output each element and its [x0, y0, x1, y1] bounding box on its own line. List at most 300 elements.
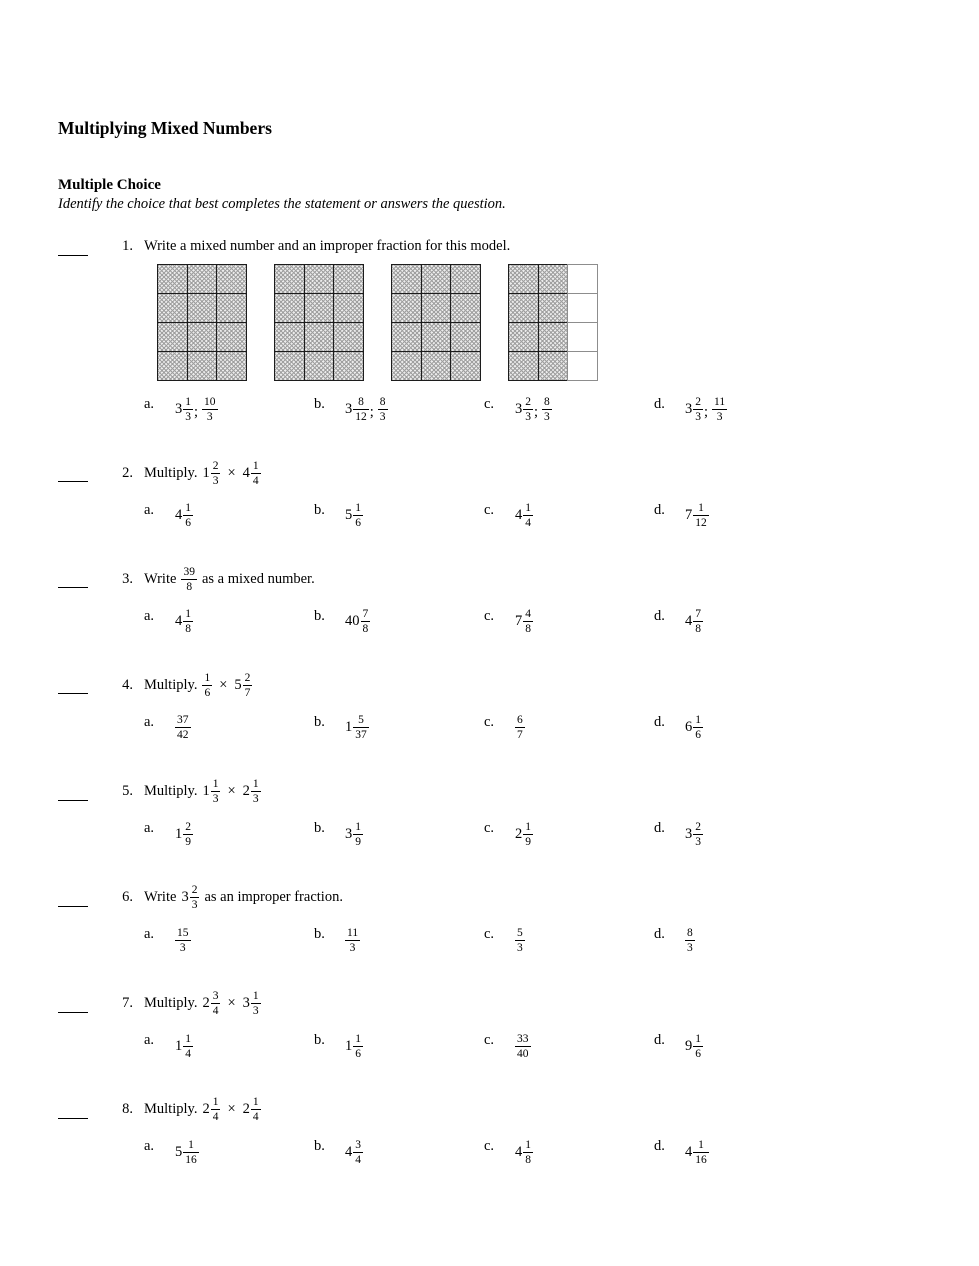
fraction-numerator: 1	[185, 1032, 191, 1045]
fraction	[693, 714, 703, 741]
grid-cell	[274, 264, 305, 295]
fraction-denominator: 8	[695, 623, 701, 636]
fraction-denominator: 3	[379, 411, 386, 424]
fraction	[693, 502, 709, 529]
mixed-number	[345, 396, 369, 423]
mixed-number	[181, 884, 199, 911]
fraction-denominator: 4	[252, 1111, 259, 1124]
fraction-numerator: 11	[714, 396, 726, 409]
fraction	[181, 566, 197, 593]
grid-cell	[508, 293, 539, 324]
fraction	[353, 1139, 363, 1166]
choice-value	[515, 821, 537, 848]
grid-cell	[216, 293, 247, 324]
whole-number: 1	[202, 783, 210, 800]
choice-c	[484, 605, 654, 639]
fraction-numerator: 1	[188, 1138, 194, 1151]
question-number: 5.	[122, 783, 133, 800]
choice-c	[484, 1135, 654, 1169]
whole-number: 2	[515, 825, 523, 842]
fraction-numerator: 1	[252, 777, 259, 790]
grid-cell	[333, 351, 364, 382]
fraction-denominator: 37	[355, 729, 367, 742]
grid-cell	[508, 322, 539, 353]
grid-cell	[391, 293, 422, 324]
choice-letter: d.	[654, 713, 665, 730]
choice-letter: b.	[314, 1138, 325, 1155]
fraction	[515, 927, 525, 954]
fraction	[685, 927, 695, 954]
question-line	[58, 566, 921, 593]
whole-number: 1	[345, 1037, 353, 1054]
fraction	[515, 1033, 531, 1060]
question-line	[58, 460, 921, 487]
question-prompt	[144, 460, 266, 487]
whole-number: 4	[685, 1143, 693, 1160]
answer-blank[interactable]	[58, 783, 88, 801]
fraction-denominator: 3	[191, 899, 198, 912]
fraction-denominator: 4	[185, 1047, 191, 1060]
choice-value	[175, 502, 197, 529]
whole-number: 2	[202, 995, 210, 1012]
question-number: 4.	[122, 676, 133, 693]
question-number: 2.	[122, 464, 133, 481]
separator: ;	[704, 404, 709, 421]
fraction	[523, 396, 533, 423]
grid-cell	[187, 293, 218, 324]
whole-number: 3	[175, 401, 183, 418]
choice-a	[144, 817, 314, 851]
fraction-denominator: 3	[212, 793, 219, 806]
choice-c	[484, 393, 654, 427]
prompt-text: Write a mixed number and an improper fraction for this model.	[144, 238, 511, 255]
choice-d	[654, 499, 819, 533]
fraction-numerator: 6	[517, 714, 523, 727]
fraction-numerator: 39	[183, 565, 195, 578]
choice-value	[175, 1139, 203, 1166]
whole-number: 4	[175, 613, 183, 630]
choice-row	[144, 923, 921, 957]
choice-a	[144, 1135, 314, 1169]
choice-d	[654, 817, 819, 851]
choice-b	[314, 1029, 484, 1063]
whole-number: 9	[685, 1037, 693, 1054]
whole-number: 3	[515, 401, 523, 418]
fraction	[183, 1033, 193, 1060]
whole-number: 4	[515, 507, 523, 524]
fraction-denominator: 8	[525, 623, 531, 636]
question	[58, 566, 921, 639]
whole-number: 1	[202, 464, 210, 481]
question-line	[58, 990, 921, 1017]
question-prompt	[144, 238, 515, 255]
grid-cell	[187, 351, 218, 382]
multiply-sign: ×	[227, 1101, 236, 1118]
choice-letter: c.	[484, 926, 495, 943]
fraction	[378, 396, 388, 423]
fraction-numerator: 2	[695, 396, 701, 409]
fraction	[693, 396, 703, 423]
fraction	[361, 608, 371, 635]
choice-row	[144, 711, 921, 745]
mixed-number	[175, 1139, 199, 1166]
mixed-number	[515, 1139, 533, 1166]
fraction-numerator: 1	[185, 502, 191, 515]
fraction	[712, 396, 727, 423]
fraction	[251, 990, 261, 1017]
answer-blank[interactable]	[58, 889, 88, 907]
choice-a	[144, 923, 314, 957]
question-number: 1.	[122, 238, 133, 255]
choice-b	[314, 711, 484, 745]
choice-value	[175, 821, 197, 848]
whole-number: 3	[685, 401, 693, 418]
choice-row	[144, 499, 921, 533]
question-number: 6.	[122, 889, 133, 906]
mixed-number	[685, 1033, 703, 1060]
fraction	[693, 1139, 709, 1166]
grid-cell	[421, 322, 452, 353]
mixed-number	[515, 502, 533, 529]
fraction	[353, 821, 363, 848]
separator: ;	[369, 404, 374, 421]
fraction-denominator: 16	[695, 1153, 707, 1166]
choice-letter: d.	[654, 501, 665, 518]
fraction-denominator: 4	[252, 474, 259, 487]
grid-cell	[538, 264, 569, 295]
fraction-numerator: 1	[252, 990, 259, 1003]
fraction	[693, 821, 703, 848]
fraction	[190, 884, 200, 911]
choice-value	[175, 714, 195, 741]
fraction-denominator: 6	[355, 517, 361, 530]
answer-blank[interactable]	[58, 570, 88, 588]
grid-cell	[391, 264, 422, 295]
choice-value	[515, 608, 537, 635]
whole-number: 6	[685, 719, 693, 736]
prompt-text: Multiply.	[144, 783, 198, 800]
fraction-numerator: 7	[362, 608, 369, 621]
choice-value	[345, 608, 374, 635]
choice-value	[175, 927, 195, 954]
multiply-sign: ×	[227, 783, 236, 800]
answer-blank[interactable]	[58, 995, 88, 1013]
choice-b	[314, 923, 484, 957]
fraction	[542, 396, 552, 423]
choice-letter: d.	[654, 395, 665, 412]
fraction-numerator: 1	[204, 671, 211, 684]
choice-letter: c.	[484, 395, 495, 412]
fraction-numerator: 1	[212, 777, 219, 790]
fraction-denominator: 4	[212, 1111, 219, 1124]
choice-value	[345, 821, 367, 848]
fraction-numerator: 2	[185, 820, 191, 833]
whole-number: 3	[181, 889, 189, 906]
question	[58, 778, 921, 851]
question-prompt	[144, 778, 266, 805]
fraction	[202, 672, 212, 699]
fraction-numerator: 1	[698, 502, 704, 515]
choice-value	[175, 396, 222, 423]
fraction-numerator: 3	[355, 1138, 361, 1151]
prompt-text: as a mixed number.	[201, 570, 315, 587]
choice-letter: c.	[484, 607, 495, 624]
mixed-number	[345, 714, 369, 741]
grid-cell	[421, 264, 452, 295]
grid-cell	[421, 351, 452, 382]
choice-value	[515, 1139, 537, 1166]
fraction-numerator: 1	[185, 608, 191, 621]
question-line	[58, 884, 921, 911]
grid-cell	[567, 293, 598, 324]
choice-value	[515, 502, 537, 529]
choice-b	[314, 393, 484, 427]
choice-value	[345, 502, 367, 529]
fraction	[353, 714, 369, 741]
prompt-text: Write	[144, 570, 177, 587]
grid-cell	[567, 264, 598, 295]
mixed-number	[685, 714, 703, 741]
fraction	[183, 821, 193, 848]
whole-number: 1	[345, 719, 353, 736]
question-list	[58, 238, 921, 1170]
fraction-denominator: 4	[212, 1005, 219, 1018]
fraction-denominator: 8	[362, 623, 369, 636]
question-number: 8.	[122, 1101, 133, 1118]
model-grid	[275, 265, 363, 381]
grid-cell	[216, 322, 247, 353]
fraction-denominator: 3	[687, 941, 693, 954]
fraction	[211, 1096, 221, 1123]
choice-letter: b.	[314, 1032, 325, 1049]
choice-b	[314, 1135, 484, 1169]
fraction	[183, 608, 193, 635]
fraction-denominator: 8	[525, 1153, 531, 1166]
choice-letter: b.	[314, 926, 325, 943]
grid-cell	[333, 293, 364, 324]
prompt-text: Write	[144, 889, 177, 906]
question	[58, 1096, 921, 1169]
fraction-numerator: 10	[204, 396, 216, 409]
choice-value	[685, 714, 707, 741]
choice-letter: a.	[144, 607, 155, 624]
choice-value	[685, 608, 707, 635]
whole-number: 5	[345, 507, 353, 524]
fraction-denominator: 6	[355, 1047, 361, 1060]
question-line	[58, 778, 921, 805]
grid-cell	[450, 264, 481, 295]
choice-letter: a.	[144, 1032, 155, 1049]
mixed-number	[345, 608, 370, 635]
fraction-denominator: 3	[345, 940, 360, 954]
question-prompt	[144, 884, 348, 911]
choice-a	[144, 711, 314, 745]
fraction-numerator: 2	[191, 884, 198, 897]
choice-value	[685, 1033, 707, 1060]
whole-number: 5	[175, 1143, 183, 1160]
prompt-text: Multiply.	[144, 1101, 198, 1118]
fraction-denominator: 3	[695, 835, 701, 848]
choice-value	[345, 714, 373, 741]
mixed-number	[515, 608, 533, 635]
fraction-numerator: 11	[347, 926, 359, 939]
grid-cell	[538, 293, 569, 324]
fraction	[251, 778, 261, 805]
question	[58, 238, 921, 427]
choice-row	[144, 1029, 921, 1063]
grid-cell	[274, 322, 305, 353]
choice-letter: a.	[144, 1138, 155, 1155]
fraction	[183, 502, 193, 529]
choice-letter: b.	[314, 501, 325, 518]
grid-cell	[567, 322, 598, 353]
grid-cell	[450, 322, 481, 353]
fraction-numerator: 1	[525, 502, 531, 515]
fraction-denominator: 9	[185, 835, 191, 848]
fraction-numerator: 37	[177, 714, 189, 727]
whole-number: 4	[242, 464, 250, 481]
fraction-numerator: 33	[517, 1032, 529, 1045]
choice-d	[654, 1029, 819, 1063]
fraction-numerator: 1	[525, 820, 531, 833]
grid-cell	[508, 264, 539, 295]
grid-cell	[304, 264, 335, 295]
question-prompt	[144, 566, 320, 593]
choice-row	[144, 817, 921, 851]
whole-number: 2	[242, 1101, 250, 1118]
choice-letter: b.	[314, 395, 325, 412]
fraction-numerator: 4	[525, 608, 531, 621]
fraction-denominator: 3	[525, 411, 531, 424]
grid-cell	[216, 351, 247, 382]
choice-a	[144, 605, 314, 639]
answer-blank[interactable]	[58, 238, 88, 256]
choice-value	[515, 927, 529, 954]
choice-d	[654, 393, 819, 427]
separator: ;	[194, 404, 199, 421]
fraction-denominator: 3	[695, 411, 701, 424]
prompt-text: Multiply.	[144, 464, 198, 481]
choice-letter: b.	[314, 607, 325, 624]
answer-blank[interactable]	[58, 676, 88, 694]
grid-cell	[333, 264, 364, 295]
fraction	[353, 502, 363, 529]
choice-d	[654, 923, 819, 957]
choice-value	[345, 927, 364, 954]
mixed-number	[515, 821, 533, 848]
fraction-denominator: 6	[695, 1047, 701, 1060]
whole-number: 2	[242, 783, 250, 800]
choice-c	[484, 499, 654, 533]
grid-cell	[450, 351, 481, 382]
answer-blank[interactable]	[58, 464, 88, 482]
choice-value	[685, 502, 713, 529]
prompt-text: as an improper fraction.	[204, 889, 343, 906]
choice-a	[144, 499, 314, 533]
fraction-denominator: 3	[517, 941, 523, 954]
choice-row	[144, 1135, 921, 1169]
choice-value	[685, 1139, 713, 1166]
whole-number: 4	[345, 1143, 353, 1160]
question-line	[58, 238, 921, 256]
mixed-number	[685, 396, 703, 423]
fraction	[353, 1033, 363, 1060]
mixed-number	[685, 502, 709, 529]
fraction	[251, 460, 261, 487]
fraction-denominator: 6	[695, 729, 701, 742]
grid-cell	[216, 264, 247, 295]
fraction-numerator: 1	[698, 1138, 704, 1151]
whole-number: 3	[685, 825, 693, 842]
question-prompt	[144, 672, 257, 699]
choice-value	[515, 396, 556, 423]
question-prompt	[144, 990, 266, 1017]
fraction	[183, 1139, 199, 1166]
fraction	[353, 396, 369, 423]
fraction-numerator: 7	[695, 608, 701, 621]
fraction-numerator: 15	[177, 926, 189, 939]
fraction	[345, 927, 360, 954]
choice-letter: c.	[484, 820, 495, 837]
fraction	[175, 714, 191, 741]
fraction-denominator: 3	[175, 940, 191, 954]
choice-b	[314, 605, 484, 639]
choice-letter: a.	[144, 395, 155, 412]
fraction-numerator: 1	[695, 714, 701, 727]
choice-c	[484, 1029, 654, 1063]
choice-value	[685, 927, 699, 954]
choice-c	[484, 817, 654, 851]
fraction-denominator: 9	[355, 835, 361, 848]
choice-a	[144, 1029, 314, 1063]
whole-number: 4	[175, 507, 183, 524]
fraction	[523, 502, 533, 529]
grid-cell	[333, 322, 364, 353]
whole-number: 7	[515, 613, 523, 630]
question-prompt	[144, 1096, 266, 1123]
fraction	[243, 672, 253, 699]
answer-blank[interactable]	[58, 1101, 88, 1119]
mixed-number	[175, 821, 193, 848]
choice-value	[515, 1033, 535, 1060]
fraction-denominator: 12	[695, 517, 707, 530]
fraction	[211, 460, 221, 487]
mixed-number	[243, 460, 261, 487]
mixed-number	[175, 396, 193, 423]
prompt-text: Multiply.	[144, 995, 198, 1012]
mixed-number	[202, 778, 220, 805]
fraction-numerator: 1	[212, 1096, 219, 1109]
fraction-denominator: 7	[244, 686, 251, 699]
mixed-number	[515, 396, 533, 423]
choice-letter: c.	[484, 501, 495, 518]
fraction-model	[158, 265, 921, 381]
instructions: Identify the choice that best completes the statement or answers the question.	[58, 195, 506, 212]
fraction	[211, 990, 221, 1017]
choice-value	[175, 608, 197, 635]
fraction-denominator: 8	[185, 623, 191, 636]
fraction-denominator: 3	[252, 1005, 259, 1018]
mixed-number	[345, 1033, 363, 1060]
question	[58, 884, 921, 957]
mixed-number	[685, 1139, 709, 1166]
choice-value	[345, 1033, 367, 1060]
choice-letter: d.	[654, 926, 665, 943]
choice-row	[144, 605, 921, 639]
choice-value	[175, 1033, 197, 1060]
fraction	[251, 1096, 261, 1123]
model-grid	[158, 265, 246, 381]
